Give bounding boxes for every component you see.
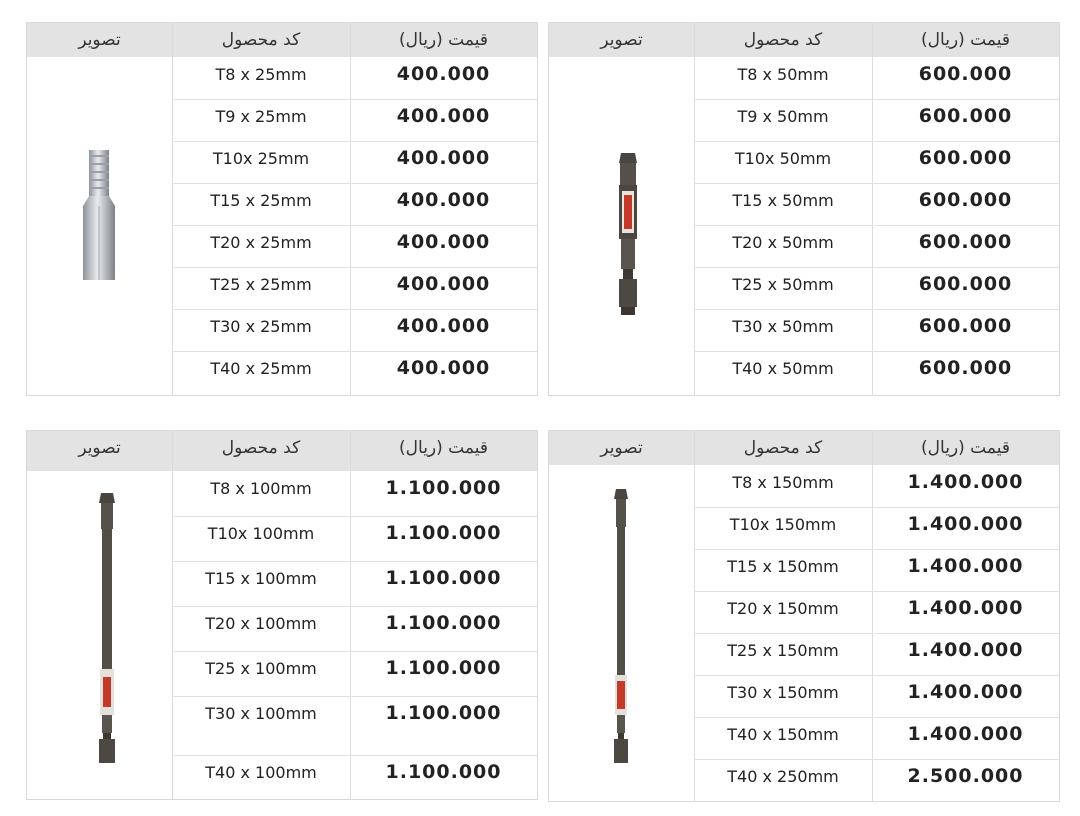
product-price: 1.400.000 [907,639,1024,661]
table-header [549,431,1059,465]
product-price: 600.000 [918,147,1013,169]
product-code: T15 x 50mm [732,191,834,210]
header-image: تصویر [600,30,643,50]
product-price: 400.000 [396,147,491,169]
product-code: T10x 100mm [207,524,315,543]
product-code: T8 x 50mm [737,65,829,84]
torx-bit-50mm-icon [613,151,643,321]
price-table-100mm [26,430,538,800]
product-price: 400.000 [396,231,491,253]
product-code: T10x 50mm [734,149,832,168]
row-divider [694,99,1059,100]
row-divider [172,696,537,697]
table-header [27,23,537,57]
header-code: کد محصول [221,30,301,50]
short-torx-bit-icon [77,148,121,288]
product-price: 400.000 [396,105,491,127]
product-code: T20 x 25mm [210,233,312,252]
product-code: T10x 150mm [729,515,837,534]
table-header [27,431,537,471]
product-price: 1.400.000 [907,681,1024,703]
product-code: T30 x 100mm [205,704,317,723]
price-table-50mm [548,22,1060,396]
price-table-25mm [26,22,538,396]
product-code: T40 x 25mm [210,359,312,378]
product-code: T25 x 150mm [727,641,839,660]
product-code: T10x 25mm [212,149,310,168]
torx-bit-150mm-icon [607,487,635,771]
row-divider [172,606,537,607]
product-price: 2.500.000 [907,765,1024,787]
row-divider [694,183,1059,184]
row-divider [172,99,537,100]
product-price: 600.000 [918,231,1013,253]
product-price: 400.000 [396,63,491,85]
product-price: 400.000 [396,273,491,295]
product-price: 1.100.000 [385,522,502,544]
header-price: قیمت (ریال) [399,438,488,458]
header-price: قیمت (ریال) [921,438,1010,458]
product-price: 1.100.000 [385,477,502,499]
product-price: 1.400.000 [907,597,1024,619]
torx-bit-100mm-icon [93,491,121,771]
product-code: T40 x 50mm [732,359,834,378]
product-code: T40 x 150mm [727,725,839,744]
header-image: تصویر [600,438,643,458]
product-code: T25 x 25mm [210,275,312,294]
product-code: T30 x 50mm [732,317,834,336]
product-price: 1.100.000 [385,702,502,724]
product-code: T30 x 150mm [727,683,839,702]
row-divider [172,267,537,268]
product-price: 600.000 [918,105,1013,127]
row-divider [694,507,1059,508]
row-divider [172,225,537,226]
row-divider [172,651,537,652]
product-price: 1.400.000 [907,471,1024,493]
product-code: T20 x 50mm [732,233,834,252]
row-divider [694,717,1059,718]
product-code: T9 x 50mm [737,107,829,126]
product-code: T25 x 50mm [732,275,834,294]
row-divider [694,351,1059,352]
product-code: T15 x 100mm [205,569,317,588]
product-price: 400.000 [396,189,491,211]
row-divider [694,309,1059,310]
product-price: 1.400.000 [907,513,1024,535]
row-divider [694,675,1059,676]
header-code: کد محصول [743,438,823,458]
header-code: کد محصول [743,30,823,50]
row-divider [694,759,1059,760]
row-divider [172,309,537,310]
product-code: T15 x 25mm [210,191,312,210]
product-code: T20 x 150mm [727,599,839,618]
row-divider [172,183,537,184]
product-code: T40 x 100mm [205,763,317,782]
header-image: تصویر [78,438,121,458]
product-code: T30 x 25mm [210,317,312,336]
product-code: T8 x 25mm [215,65,307,84]
price-table-150mm [548,430,1060,802]
table-header [549,23,1059,57]
product-code: T8 x 100mm [210,479,312,498]
product-price: 1.400.000 [907,723,1024,745]
product-price: 1.100.000 [385,761,502,783]
product-price: 1.100.000 [385,657,502,679]
product-price: 400.000 [396,315,491,337]
product-price: 600.000 [918,189,1013,211]
product-code: T9 x 25mm [215,107,307,126]
header-image: تصویر [78,30,121,50]
row-divider [694,225,1059,226]
product-price: 1.100.000 [385,612,502,634]
product-price: 600.000 [918,357,1013,379]
product-code: T8 x 150mm [732,473,834,492]
product-price: 400.000 [396,357,491,379]
row-divider [172,141,537,142]
product-price: 1.100.000 [385,567,502,589]
row-divider [694,267,1059,268]
row-divider [694,549,1059,550]
row-divider [172,516,537,517]
header-code: کد محصول [221,438,301,458]
product-price: 600.000 [918,315,1013,337]
row-divider [694,141,1059,142]
row-divider [172,351,537,352]
product-code: T25 x 100mm [205,659,317,678]
row-divider [172,755,537,756]
header-price: قیمت (ریال) [399,30,488,50]
product-code: T20 x 100mm [205,614,317,633]
product-code: T40 x 250mm [727,767,839,786]
row-divider [694,591,1059,592]
product-code: T15 x 150mm [727,557,839,576]
product-price: 1.400.000 [907,555,1024,577]
product-price: 600.000 [918,63,1013,85]
row-divider [694,633,1059,634]
header-price: قیمت (ریال) [921,30,1010,50]
product-price: 600.000 [918,273,1013,295]
row-divider [172,561,537,562]
